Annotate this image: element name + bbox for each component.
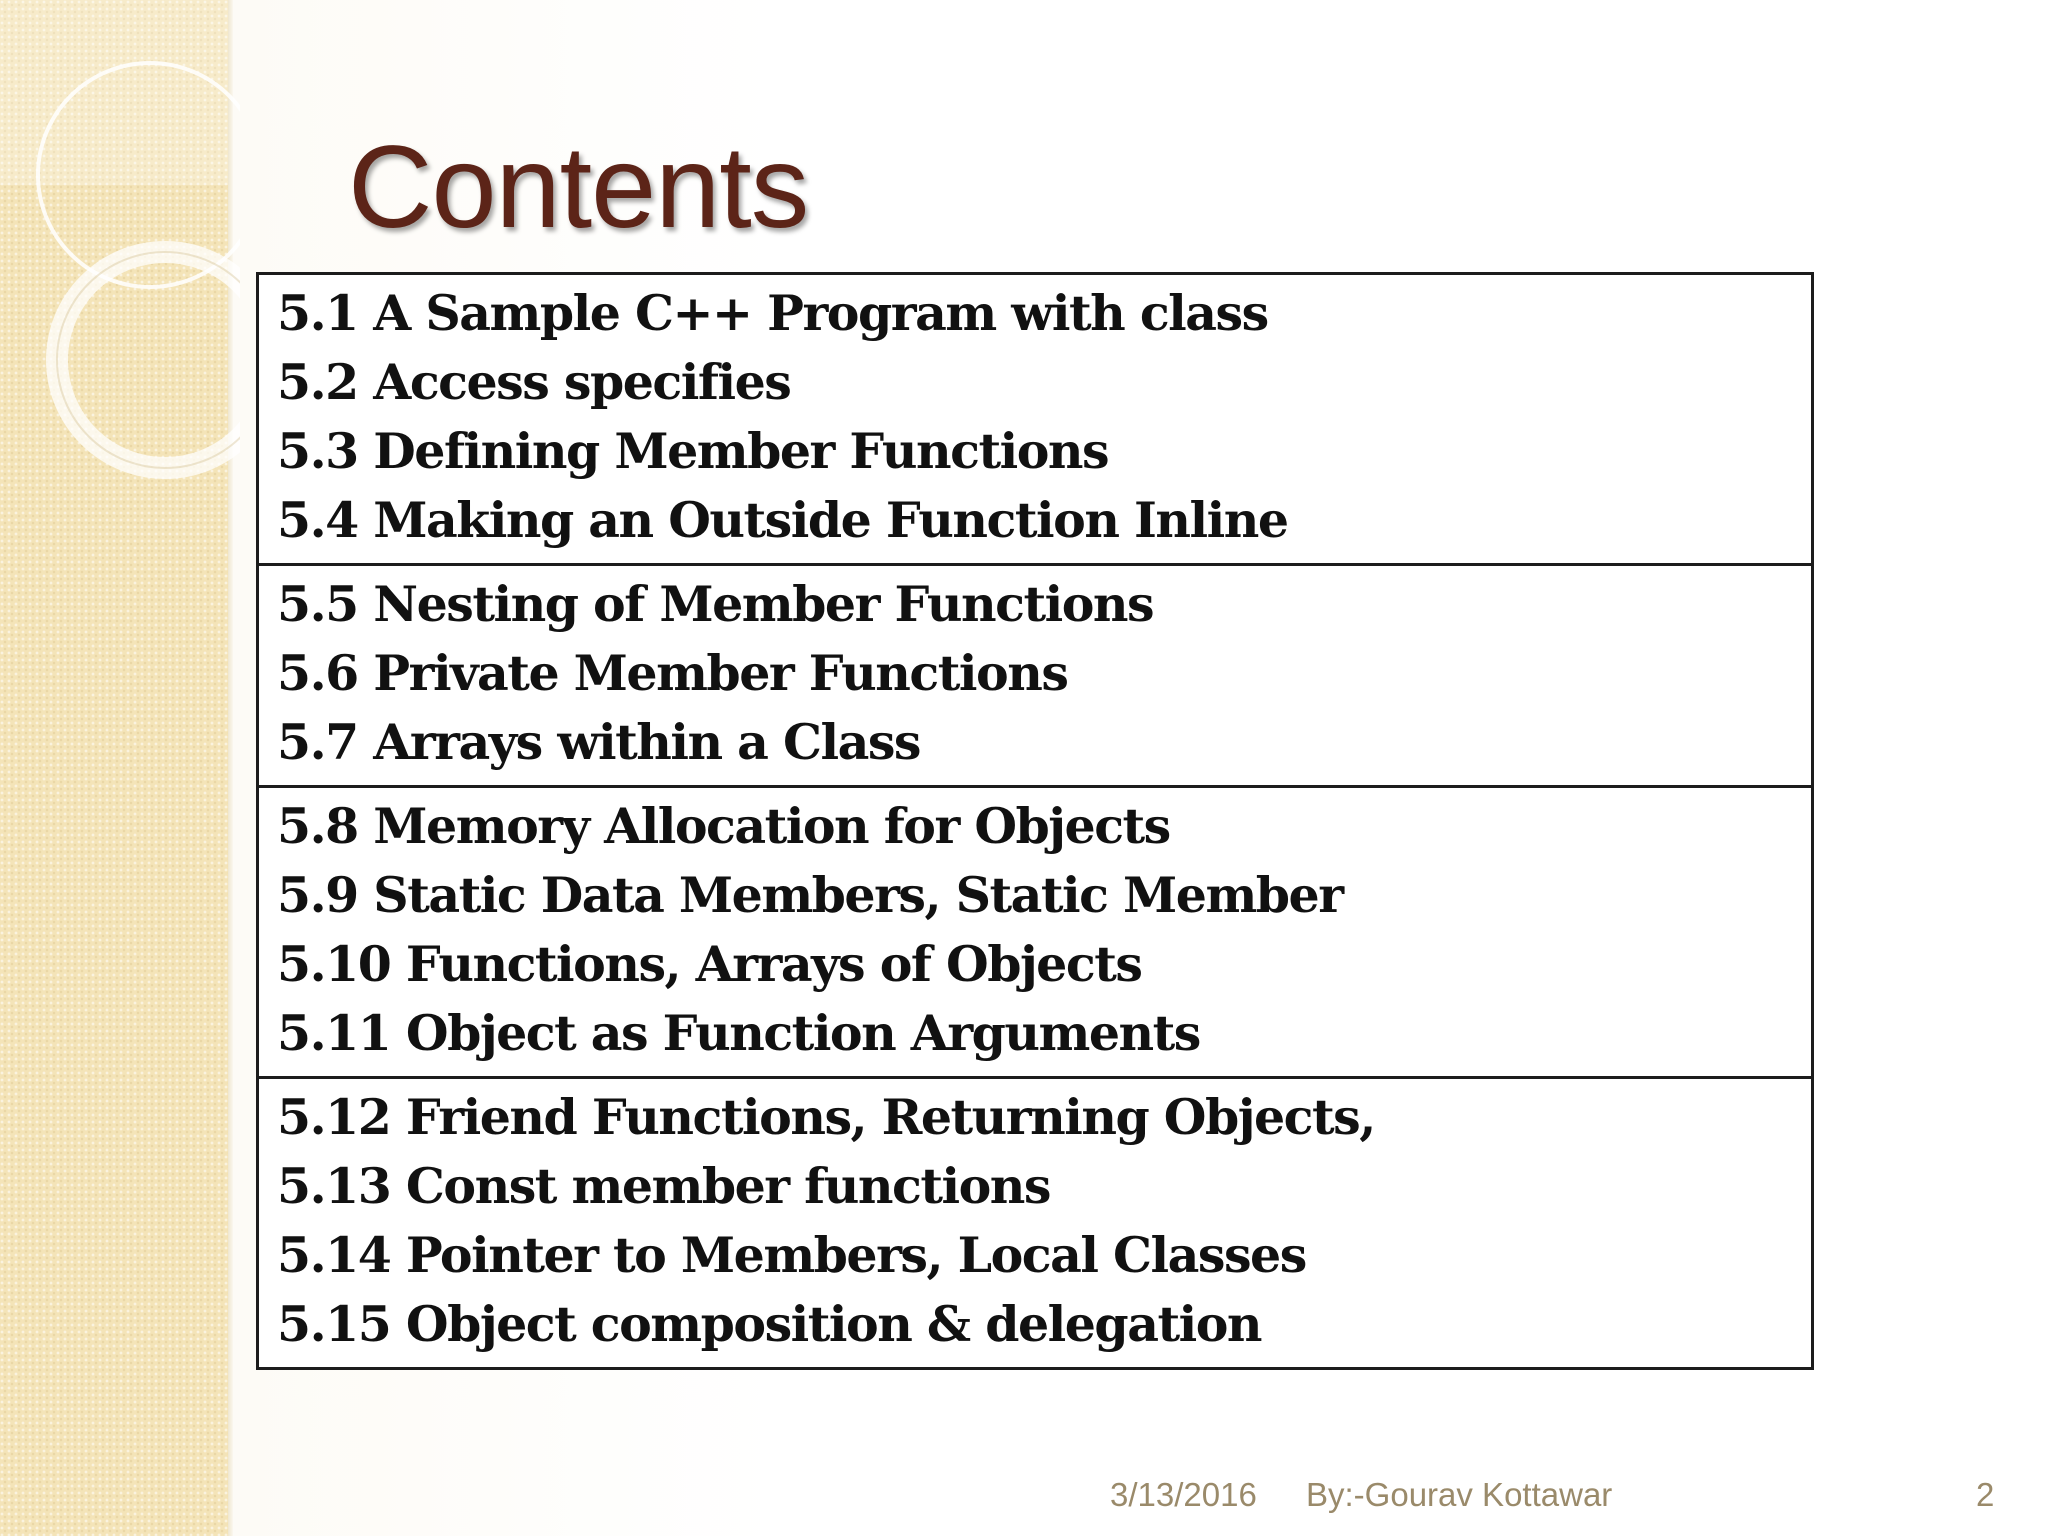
contents-item: 5.13 Const member functions	[277, 1157, 1050, 1215]
contents-section-4	[259, 1076, 1811, 1367]
contents-table	[256, 272, 1814, 1370]
contents-item: 5.14 Pointer to Members, Local Classes	[277, 1226, 1306, 1284]
contents-item: 5.7 Arrays within a Class	[277, 713, 921, 771]
footer-author: By:-Gourav Kottawar	[1306, 1476, 1613, 1513]
contents-section-2	[259, 563, 1811, 785]
contents-item: 5.1 A Sample C++ Program with class	[277, 284, 1268, 342]
contents-section-3	[259, 785, 1811, 1076]
contents-section-1	[259, 275, 1811, 563]
contents-item: 5.6 Private Member Functions	[277, 644, 1068, 702]
contents-item: 5.11 Object as Function Arguments	[277, 1004, 1200, 1062]
slide-number: 2	[1976, 1476, 1995, 1513]
contents-item: 5.15 Object composition & delegation	[277, 1295, 1261, 1353]
slide-title: Contents	[348, 121, 809, 252]
contents-item: 5.4 Making an Outside Function Inline	[277, 491, 1288, 549]
contents-item: 5.2 Access specifies	[277, 353, 791, 411]
contents-item: 5.8 Memory Allocation for Objects	[277, 797, 1170, 855]
contents-item: 5.9 Static Data Members, Static Member	[277, 866, 1343, 924]
contents-item: 5.5 Nesting of Member Functions	[277, 575, 1154, 633]
contents-item: 5.3 Defining Member Functions	[277, 422, 1109, 480]
contents-item: 5.12 Friend Functions, Returning Objects,	[277, 1088, 1375, 1146]
contents-item: 5.10 Functions, Arrays of Objects	[277, 935, 1142, 993]
footer-date: 3/13/2016	[1110, 1476, 1257, 1513]
decorative-rings	[0, 0, 240, 520]
